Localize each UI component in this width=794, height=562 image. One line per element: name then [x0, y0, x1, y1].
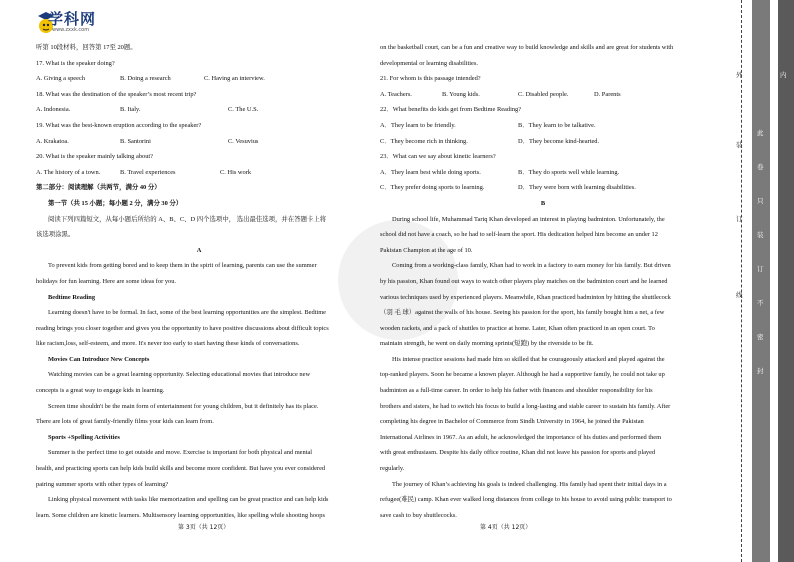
option: B．They learn to be talkative.: [518, 121, 596, 129]
strip-char: 此: [757, 129, 764, 137]
logo-text: 学科网: [48, 10, 97, 28]
passage-b-label: B: [540, 199, 546, 207]
paragraph-line: （羽 毛 球）against the walls of his house. Seeing his passion for the sport, his family bought him a net, a few: [380, 309, 665, 317]
question-21: 21. For whom is this passage intended?: [380, 75, 481, 83]
side-label-line: 线: [736, 291, 743, 299]
subheading-sports: Sports +Spelling Activities: [48, 433, 120, 441]
paragraph-line: with great enthusiasm. Despite his daily office routine, Khan did not leave his passion for sports and played: [380, 449, 656, 457]
paragraph-line: by his passion, Khan found out ways to watch other players play matches on the badminton court and he learned: [380, 277, 668, 285]
paragraph-line: on the basketball court, can be a fun and creative way to build knowledge and skills and are great for students with: [380, 44, 674, 51]
question-18: 18. What was the destination of the speaker’s most recent trip?: [36, 90, 197, 98]
logo-url: www.zxxk.com: [52, 27, 90, 33]
paragraph-line: save cash to buy shuttlecocks.: [380, 511, 457, 519]
subheading-movies: Movies Can Introduce New Concepts: [48, 355, 150, 363]
binding-strip: [752, 0, 770, 562]
question-22: 22．What benefits do kids get from Bedtime Reading?: [380, 106, 522, 114]
paragraph-line: pairing summer sports with other types of learning?: [36, 480, 169, 488]
option: A．They learn best while doing sports.: [380, 168, 481, 176]
strip-char: 订: [757, 265, 764, 273]
paragraph: Coming from a working-class family, Khan had to work in a factory to earn money for his family. But driven: [392, 262, 671, 270]
paragraph-line: maintain strength, he went on daily morning sprints(短跑) by the riverside to be fit.: [380, 340, 594, 348]
paragraph-line: refugee(难民) camp. Khan ever walked long distances from college to his house to avoid using public transport to: [380, 496, 672, 504]
question-17: 17. What is the speaker doing?: [36, 59, 115, 67]
option: D．They were born with learning disabilities.: [518, 184, 636, 192]
option: B. Young kids.: [442, 90, 480, 98]
strip-char: 封: [757, 367, 764, 375]
option: C. His work: [220, 168, 252, 176]
paragraph: His intense practice sessions had made him so skilled that he courageously attacked and played against the: [392, 355, 665, 363]
option: B. Santorini: [120, 137, 151, 145]
option: C．They prefer doing sports to learning.: [380, 184, 485, 192]
option: A. Giving a speech: [36, 75, 85, 83]
paragraph-line: Pakistan Champion at the age of 10.: [380, 246, 473, 254]
instructions: 阅读下列四篇短文，从每小题后所给的 A、B、C、D 四个选项中， 选出最佳选项，并在答题卡上将: [48, 215, 327, 223]
binding-strip-edge: [778, 0, 794, 562]
paragraph-line: brothers and sisters, he had to switch his focus to build a long-lasting and stable career to sustain his family. After: [380, 402, 671, 410]
option: C. The U.S.: [228, 106, 259, 114]
paragraph-line: developmental or learning disabilities.: [380, 59, 478, 67]
paragraph-line: There are lots of great family-friendly films your kids can learn from.: [36, 418, 214, 426]
option: B. Italy.: [120, 106, 141, 114]
options-23b: [380, 180, 706, 196]
options-19: [36, 134, 362, 150]
option: B. Travel experiences: [120, 168, 176, 176]
options-22b: [380, 134, 706, 150]
options-18: [36, 102, 362, 118]
option: A. Krakatoa.: [36, 137, 69, 145]
question-23: 23．What can we say about kinetic learners?: [380, 153, 496, 161]
instructions-cont: 该选项涂黑。: [36, 231, 75, 239]
side-label-inner: 内: [780, 71, 787, 79]
option: A. Indonesia.: [36, 106, 71, 114]
paragraph-line: school did not have a coach, so he had to self-learn the sport. His dedication helped him become an under 12: [380, 231, 658, 239]
strip-char: 只: [757, 197, 764, 205]
page-footer-left: 第 3页（共 12页）: [178, 524, 230, 531]
options-23a: [380, 165, 706, 181]
subheading-bedtime-reading: Bedtime Reading: [48, 293, 96, 301]
paragraph-line: concepts is a great way to engage kids in learning.: [36, 387, 165, 395]
paragraph: To prevent kids from getting bored and to keep them in the spirit of learning, parents can use the summer: [48, 262, 317, 270]
option: A. Teachers.: [380, 90, 412, 98]
strip-char: 密: [757, 333, 764, 341]
paragraph-line: regularly.: [380, 465, 405, 473]
passage-a-label: A: [196, 246, 202, 254]
option: C. Having an interview.: [204, 75, 265, 83]
option: D. Parents: [594, 90, 621, 98]
option: C．They become rich in thinking.: [380, 137, 468, 145]
strip-char: 不: [757, 299, 764, 307]
options-21: [380, 87, 706, 103]
strip-char: 卷: [757, 163, 764, 171]
section-one-heading: 第一节（共 15 小题；每小题 2 分，满分 30 分）: [48, 199, 183, 207]
paragraph: Learning doesn't have to be formal. In fact, some of the best learning opportunities are the simplest. Bedtime: [48, 309, 326, 317]
side-label-seal: 装: [736, 141, 743, 149]
options-20: [36, 165, 362, 181]
paragraph-line: like racism,loss, self-esteem, and more. It's never too early to start having these kinds of conversations.: [36, 340, 300, 348]
paragraph-line: International Airlines in 1967. As an adult, he acknowledged the importance of his duties and performed them: [380, 433, 662, 441]
paragraph: The journey of Khan’s achieving his goals is indeed challenging. His family had spent their initial days in a: [392, 480, 667, 488]
paragraph: During school life, Muhammad Tariq Khan developed an interest in playing badminton. Unfortunately, the: [392, 215, 665, 223]
paragraph: Watching movies can be a great learning opportunity. Selecting educational movies that introduce new: [48, 371, 311, 379]
paragraph-line: various techniques used by experienced players. Meanwhile, Khan practiced badminton by hitting the shuttlecock: [380, 293, 671, 301]
option: C. Disabled people.: [518, 90, 569, 98]
side-label-outer: 外: [736, 71, 743, 79]
paragraph: Screen time shouldn't be the main form of entertainment for young children, but it definitely has its place.: [48, 402, 319, 410]
option: D．They become kind-hearted.: [518, 137, 600, 145]
option: B．They do sports well while learning.: [518, 168, 620, 176]
option: B. Doing a research: [120, 75, 171, 83]
option: C. Vesuvius: [228, 137, 259, 145]
question-19: 19. What was the best-known eruption according to the speaker?: [36, 121, 202, 129]
binding-dashed-line: [741, 0, 742, 562]
paragraph-line: completing his degree in Bachelor of Commerce from Sindh University in 1964, he joined the Pakistan: [380, 418, 644, 426]
paragraph: Linking physical movement with tasks like memorization and spelling can be great practice and can help kids: [48, 496, 329, 504]
paragraph-line: reading brings you closer together and gives you the opportunity to have positive discussions about difficult topics: [36, 324, 329, 332]
question-20: 20. What is the speaker mainly talking about?: [36, 153, 154, 161]
option: A．They learn to be friendly.: [380, 121, 456, 129]
paragraph-line: learn. Some children are kinetic learners. Multisensory learning opportunities, like spelling while shooting hoops: [36, 511, 325, 519]
paragraph-line: badminton as a full-time career. In order to help his father with finances and shoulder responsibility for his: [380, 387, 653, 395]
paragraph-line: holidays for fun learning. Here are some ideas for you.: [36, 277, 177, 285]
left-column: [36, 40, 362, 523]
options-22a: [380, 118, 706, 134]
right-column: [380, 40, 706, 523]
part-two-heading: 第二部分：阅读理解（共两节，满分 40 分）: [36, 184, 161, 192]
listening-intro: 听第 10段材料，回答第 17至 20题。: [36, 44, 137, 51]
paragraph-line: top-ranked players. Soon he became a known player. Although he had a supportive family, he could not take up: [380, 371, 665, 379]
paragraph-line: wooden rackets, and a pack of shuttles to practice at home. Later, Khan often practiced in an open court. To: [380, 324, 655, 332]
paragraph-line: health, and practicing sports can help kids build skills and become more confident. But have you ever considered: [36, 465, 326, 473]
options-17: [36, 71, 362, 87]
option: A. The history of a town.: [36, 168, 101, 176]
paragraph: Summer is the perfect time to get outside and move. Exercise is important for both physical and mental: [48, 449, 313, 457]
page-footer-right: 第 4页（共 12页）: [480, 524, 532, 531]
strip-char: 装: [757, 231, 764, 239]
side-label-bind: 订: [736, 215, 743, 223]
